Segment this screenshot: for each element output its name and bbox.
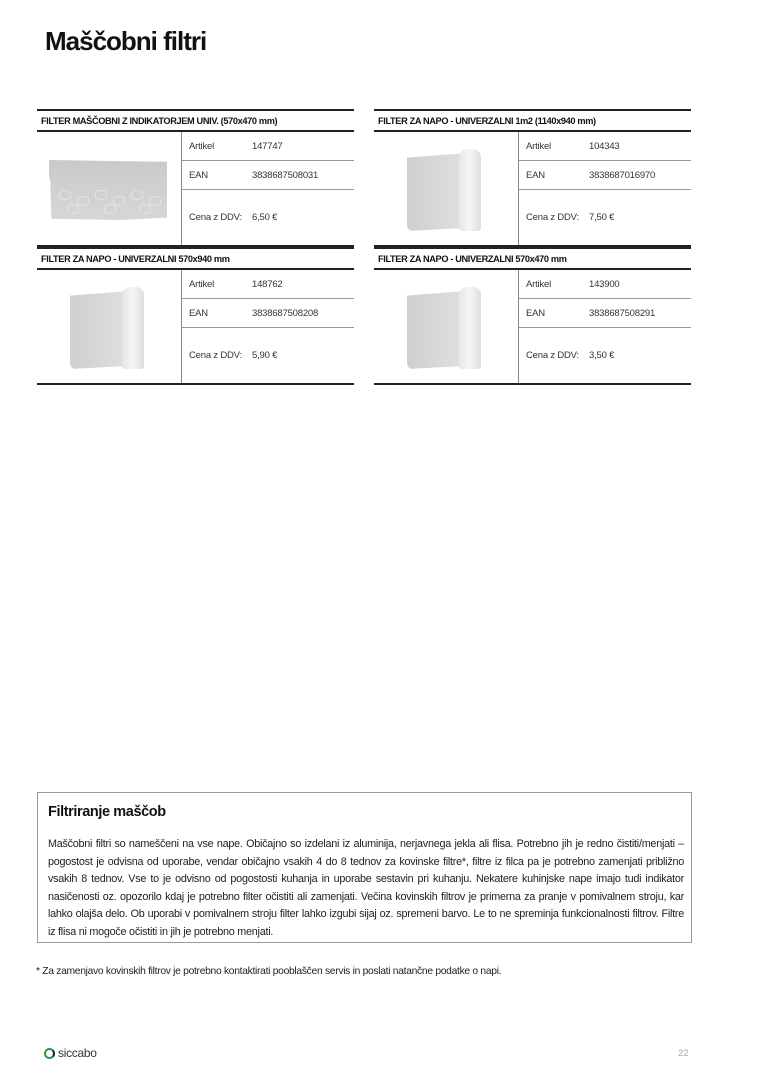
product-title: FILTER ZA NAPO - UNIVERZALNI 570x940 mm — [37, 247, 354, 270]
siccabo-logo — [44, 1046, 97, 1060]
product-title: FILTER ZA NAPO - UNIVERZALNI 1m2 (1140x940 mm) — [374, 109, 691, 132]
artikel-value: 148762 — [252, 278, 283, 290]
price-label: Cena z DDV: — [526, 212, 579, 223]
price-label: Cena z DDV: — [189, 350, 242, 361]
ean-value: 3838687508291 — [589, 307, 656, 319]
ean-label: EAN — [526, 169, 545, 181]
logo-text: siccabo — [58, 1046, 97, 1060]
product-card — [37, 109, 354, 247]
product-title: FILTER ZA NAPO - UNIVERZALNI 570x470 mm — [374, 247, 691, 270]
ean-value: 3838687016970 — [589, 169, 656, 181]
product-image-filter-roll — [37, 270, 182, 383]
info-box — [37, 792, 692, 943]
ean-label: EAN — [526, 307, 545, 319]
product-image-filter-roll — [374, 132, 519, 245]
page-title: Maščobni filtri — [45, 26, 207, 56]
price-value: 3,50 € — [589, 350, 615, 361]
artikel-label: Artikel — [526, 278, 551, 290]
siccabo-logo-icon — [44, 1048, 55, 1059]
filter-roll-icon — [407, 287, 487, 370]
price-value: 6,50 € — [252, 212, 278, 223]
artikel-label: Artikel — [189, 140, 214, 152]
artikel-label: Artikel — [189, 278, 214, 290]
product-card — [374, 109, 691, 247]
product-image-filter-roll — [374, 270, 519, 383]
artikel-value: 147747 — [252, 140, 283, 152]
artikel-value: 104343 — [589, 140, 620, 152]
info-title: Filtriranje maščob — [48, 804, 166, 820]
page-number: 22 — [678, 1048, 689, 1059]
artikel-label: Artikel — [526, 140, 551, 152]
ean-value: 3838687508208 — [252, 307, 319, 319]
filter-sheet-icon — [49, 160, 167, 220]
ean-value: 3838687508031 — [252, 169, 319, 181]
filter-roll-icon — [407, 149, 487, 232]
filter-roll-icon — [70, 287, 150, 370]
artikel-value: 143900 — [589, 278, 620, 290]
ean-label: EAN — [189, 307, 208, 319]
info-text: Maščobni filtri so nameščeni na vse nape. Običajno so izdelani iz aluminija, nerjavnega jekla ali flisa. Potrebno jih je redno čistiti/menjati – pogostost je odvisna od uporabe, vendar običajno vsakih 4 do 8 tednov za kovinske filtre*, filtre iz filca pa je potrebno zamenjati približno vsakih 8 tednov. Vse to je odvisno od pogostosti kuhanja in uporabe sestavin pri kuhanju. Nekatere kuhinjske nape imajo tudi indikator nasičenosti oz. opozorilo kdaj je potrebno filter očistiti ali zamenjati. Večina kovinskih filtrov je primerna za pranje v pomivalnem stroju, kar lahko olajša delo. Ob uporabi v pomivalnem stroju filter lahko izgubi sijaj oz. spremeni barvo. Le to ne spreminja funkcionalnosti filtrov. Filtre iz flisa ni mogoče očistiti in jih je potrebno menjati. — [48, 838, 684, 938]
product-image-grease-filter-sheet — [37, 132, 182, 245]
price-value: 5,90 € — [252, 350, 278, 361]
product-card — [37, 247, 354, 385]
product-card — [374, 247, 691, 385]
product-title: FILTER MAŠČOBNI Z INDIKATORJEM UNIV. (570x470 mm) — [37, 109, 354, 132]
price-label: Cena z DDV: — [189, 212, 242, 223]
price-label: Cena z DDV: — [526, 350, 579, 361]
price-value: 7,50 € — [589, 212, 615, 223]
footnote: * Za zamenjavo kovinskih filtrov je potrebno kontaktirati pooblaščen servis in poslati natančne podatke o napi. — [36, 966, 502, 977]
ean-label: EAN — [189, 169, 208, 181]
